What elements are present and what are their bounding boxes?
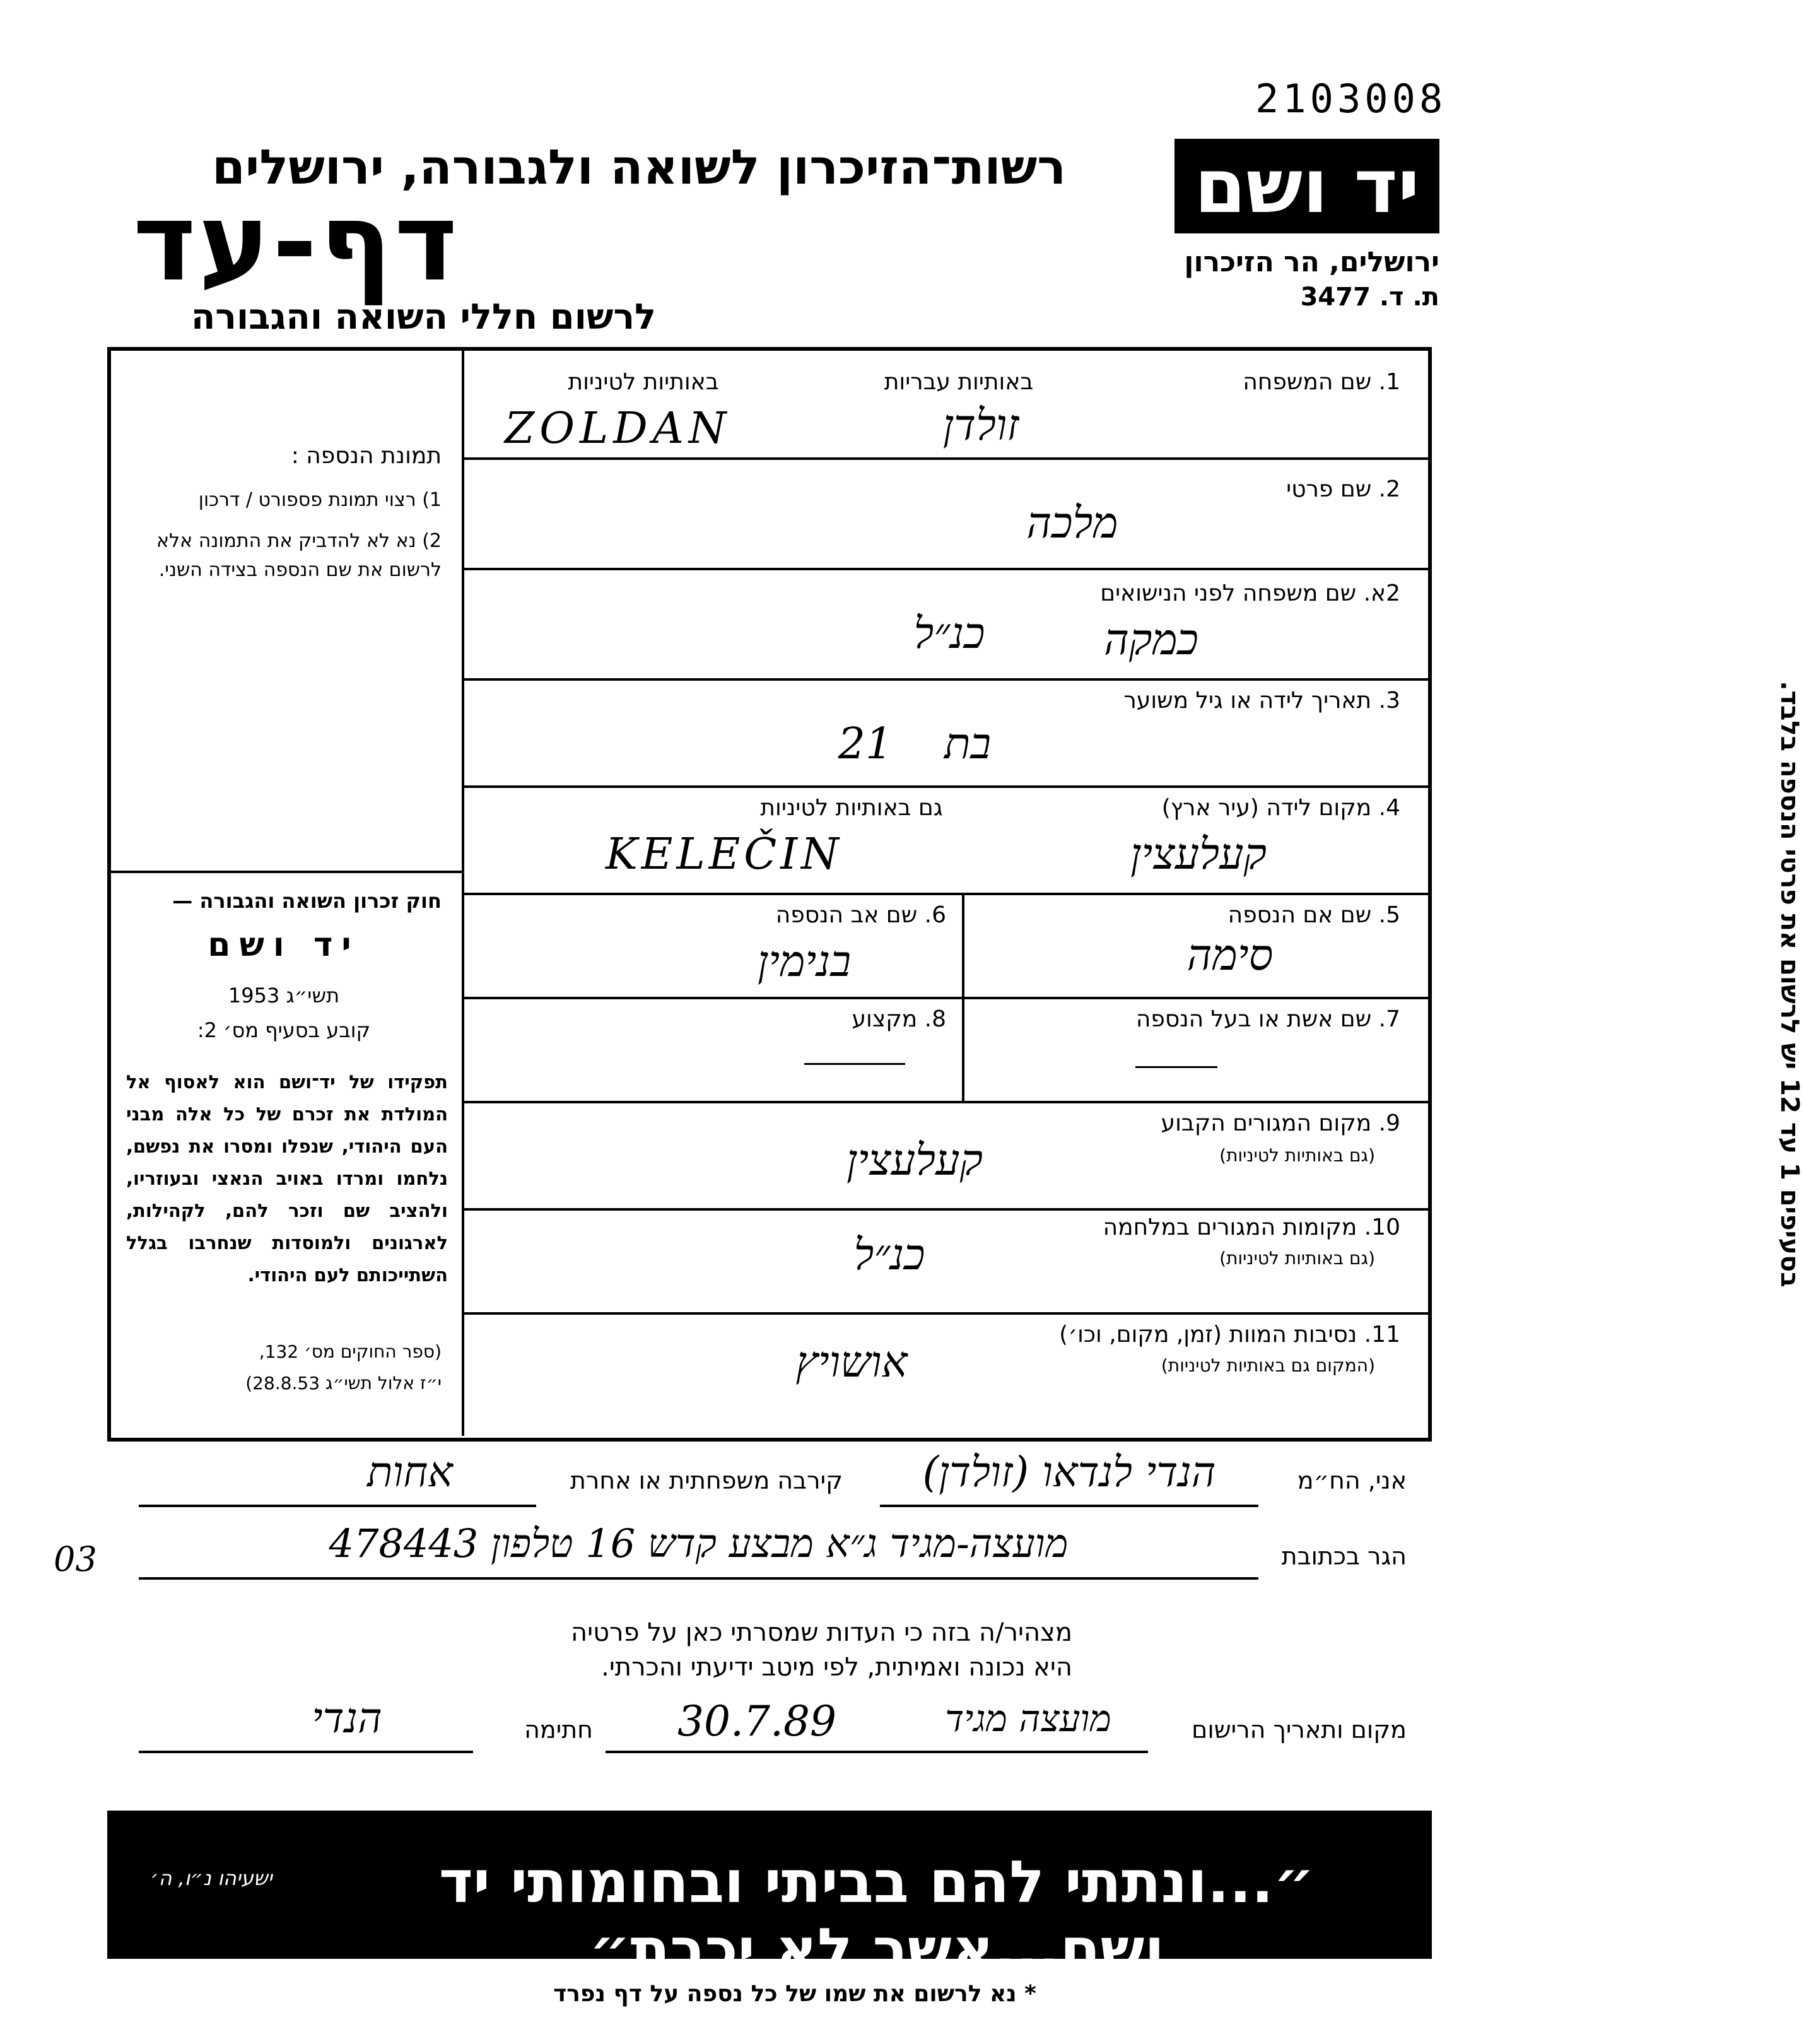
- field-2a-value-2[interactable]: כנ״ל: [913, 609, 985, 659]
- signature-label: חתימה: [524, 1716, 593, 1744]
- law-text: תפקידו של יד־ושם הוא לאסוף אל המולדת את זכרם של כל אלה מבני העם היהודי, שנפלו ומסרו את נפשם, נלחמו ומרדו באויב הנאצי ובעוזריו, ולהציב שם וזכר להם, לקהילות, לארגונים ולמוסדות שנחרבו בגלל השתייכותם לעם היהודי.: [126, 1071, 448, 1286]
- side-note: בסעיפים 1 עד 12 יש לרשום את פרטי הנספה בלבד.: [1775, 681, 1804, 1288]
- field-1-hebrew-value[interactable]: זולדן: [942, 401, 1019, 450]
- declarant-name-value[interactable]: הנדי לנדאו (זולדן): [922, 1448, 1216, 1496]
- footnote: * נא לרשום את שמו של כל נספה על דף נפרד: [553, 1981, 1036, 2007]
- field-10-label: 10. מקומות המגורים במלחמה: [1103, 1214, 1400, 1240]
- field-11-sublabel: (המקום גם באותיות לטיניות): [1161, 1355, 1375, 1376]
- field-4-latin-header: גם באותיות לטיניות: [760, 795, 943, 821]
- declarant-label: אני, הח״מ: [1297, 1467, 1407, 1495]
- statement-line-2: היא נכונה ואמיתית, לפי מיטב ידיעתי והכרתי.: [601, 1653, 1072, 1682]
- place-date-label: מקום ותאריך הרישום: [1192, 1716, 1407, 1744]
- field-1-hebrew-header: באותיות עבריות: [884, 369, 1034, 395]
- field-8-label: 8. מקצוע: [852, 1006, 946, 1032]
- logo-address: ירושלים, הר הזיכרון: [1184, 246, 1439, 278]
- field-7-empty-mark[interactable]: [1135, 1066, 1217, 1068]
- law-section: קובע בסעיף מס׳ 2:: [197, 1018, 371, 1042]
- kinship-value[interactable]: אחות: [367, 1448, 453, 1496]
- field-4-label: 4. מקום לידה (עיר ארץ): [1161, 795, 1400, 821]
- field-10-sublabel: (גם באותיות לטיניות): [1219, 1248, 1375, 1269]
- row-divider: [464, 678, 1432, 681]
- address-line: [139, 1577, 1258, 1580]
- row-divider: [464, 997, 1432, 999]
- row-divider: [464, 1208, 1432, 1211]
- yad-vashem-logo: יד ושם: [1174, 139, 1439, 233]
- field-6-label: 6. שם אב הנספה: [775, 902, 946, 928]
- column-divider: [962, 893, 964, 1101]
- field-9-sublabel: (גם באותיות לטיניות): [1219, 1145, 1375, 1166]
- row-divider: [464, 893, 1432, 895]
- row-divider: [464, 1312, 1432, 1315]
- law-title: חוק זכרון השואה והגבורה —: [172, 889, 442, 913]
- form-subtitle: לרשום חללי השואה והגבורה: [190, 297, 656, 338]
- registration-date-value[interactable]: 30.7.89: [677, 1697, 836, 1746]
- authority-title: רשות־הזיכרון לשואה ולגבורה, ירושלים: [212, 139, 1066, 195]
- row-divider: [464, 1101, 1432, 1103]
- field-3-label: 3. תאריך לידה או גיל משוער: [1123, 688, 1400, 714]
- kinship-line: [139, 1505, 536, 1507]
- law-name: יד ושם: [208, 926, 360, 964]
- field-1-label: 1. שם המשפחה: [1243, 369, 1400, 395]
- field-11-label: 11. נסיבות המוות (זמן, מקום, וכו׳): [1059, 1322, 1400, 1348]
- field-6-value[interactable]: בנימין: [757, 937, 852, 987]
- field-11-value[interactable]: אושויץ: [795, 1337, 908, 1387]
- banner-quote: ״...ונתתי להם בביתי ובחומותי יד ושם...אשר לא יכרת״: [438, 1848, 1315, 1983]
- statement-line-1: מצהיר/ה בזה כי העדות שמסרתי כאן על פרטיה: [571, 1618, 1072, 1647]
- address-value[interactable]: מועצה-מגיד ג״א מבצע קדש 16 טלפון 478443: [329, 1520, 1069, 1566]
- field-5-value[interactable]: סימה: [1186, 931, 1274, 980]
- row-divider: [464, 457, 1432, 460]
- field-2a-value-1[interactable]: כמקה: [1104, 615, 1198, 665]
- field-9-label: 9. מקום המגורים הקבוע: [1161, 1110, 1400, 1136]
- field-2a-label: 2א. שם משפחה לפני הנישואים: [1100, 580, 1400, 606]
- document-number: 2103008: [1255, 76, 1447, 122]
- signature-value[interactable]: הנדי: [312, 1694, 382, 1742]
- field-2-label: 2. שם פרטי: [1286, 476, 1400, 502]
- law-ref-1: (ספר החוקים מס׳ 132,: [259, 1341, 442, 1362]
- banner-reference: ישעיהו נ״ו, ה׳: [150, 1866, 272, 1890]
- margin-mark: 03: [54, 1539, 97, 1579]
- photo-title: תמונת הנספה :: [291, 443, 442, 469]
- field-9-value[interactable]: קעלעצין: [846, 1136, 983, 1185]
- declarant-name-line: [880, 1505, 1258, 1507]
- field-4-hebrew-value[interactable]: קעלעצין: [1130, 830, 1267, 879]
- registration-place-value[interactable]: מועצה מגיד: [945, 1697, 1111, 1740]
- field-2-value[interactable]: מלכה: [1026, 498, 1118, 548]
- left-panel-divider: [111, 871, 464, 873]
- field-1-latin-header: באותיות לטיניות: [568, 369, 719, 395]
- signature-line: [139, 1751, 473, 1753]
- photo-note-2: 2) נא לא להדביק את התמונה אלא לרשום את שם הנספה בצידה השני.: [156, 530, 442, 581]
- field-3-value[interactable]: בת 21: [838, 719, 992, 769]
- field-5-label: 5. שם אם הנספה: [1227, 902, 1400, 928]
- row-divider: [464, 568, 1432, 570]
- law-year: תשי״ג 1953: [228, 984, 340, 1007]
- logo-po-box: ת. ד. 3477: [1300, 283, 1439, 312]
- kinship-label: קירבה משפחתית או אחרת: [570, 1467, 843, 1495]
- field-8-empty-mark[interactable]: [804, 1063, 905, 1065]
- law-ref-2: י״ז אלול תשי״ג 28.8.53): [245, 1373, 442, 1394]
- field-4-latin-value[interactable]: KELEČIN: [606, 830, 843, 879]
- address-label: הגר בכתובת: [1281, 1542, 1407, 1570]
- field-10-value[interactable]: כנ״ל: [853, 1230, 925, 1280]
- place-date-line: [606, 1751, 1148, 1753]
- row-divider: [464, 785, 1432, 788]
- photo-note-1: 1) רצוי תמונת פספורט / דרכון: [198, 489, 442, 511]
- field-1-latin-value[interactable]: ZOLDAN: [505, 404, 732, 454]
- field-7-label: 7. שם אשת או בעל הנספה: [1135, 1006, 1400, 1032]
- form-title: דף-עד: [132, 180, 460, 305]
